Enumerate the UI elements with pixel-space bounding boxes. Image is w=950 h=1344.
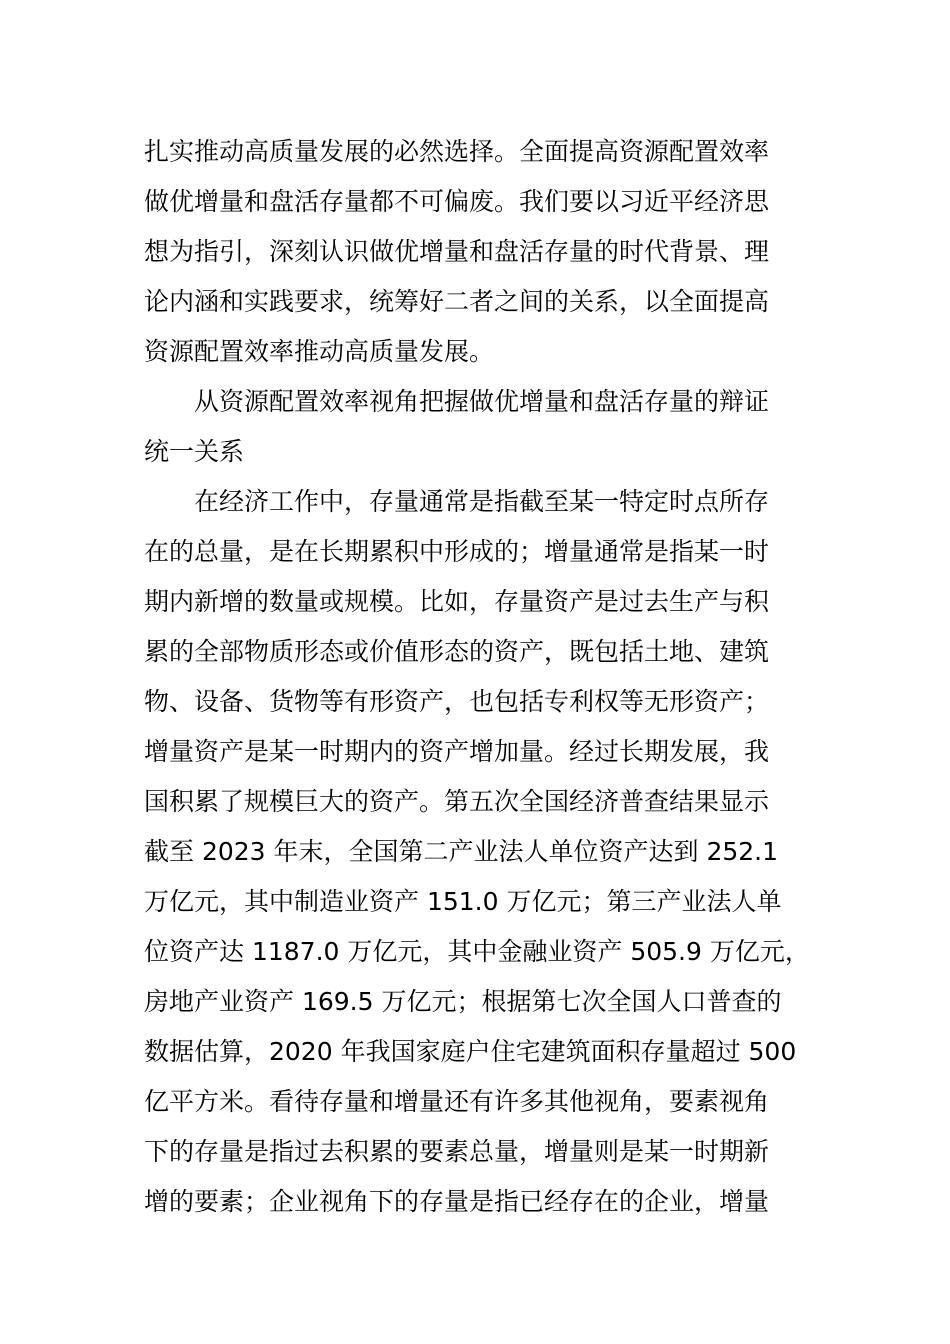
text-line-10: 期内新增的数量或规模。比如，存量资产是过去生产与积 — [144, 587, 770, 616]
text-line-14: 国积累了规模巨大的资产。第五次全国经济普查结果显示 — [144, 787, 770, 816]
text-line-13: 增量资产是某一时期内的资产增加量。经过长期发展，我 — [144, 737, 770, 766]
text-line-12: 物、设备、货物等有形资产，也包括专利权等无形资产； — [144, 687, 770, 716]
text-line-17: 位资产达 1187.0 万亿元，其中金融业资产 505.9 万亿元， — [144, 937, 810, 966]
text-line-9: 在的总量，是在长期累积中形成的；增量通常是指某一时 — [144, 537, 770, 566]
text-line-2: 做优增量和盘活存量都不可偏废。我们要以习近平经济思 — [144, 187, 770, 216]
text-line-15: 截至 2023 年末，全国第二产业法人单位资产达到 252.1 — [144, 837, 779, 866]
text-line-16: 万亿元，其中制造业资产 151.0 万亿元；第三产业法人单 — [144, 887, 782, 916]
text-line-20: 亿平方米。看待存量和增量还有许多其他视角，要素视角 — [144, 1087, 770, 1116]
section-heading-line-2: 统一关系 — [144, 437, 245, 466]
text-line-5: 资源配置效率推动高质量发展。 — [144, 337, 495, 366]
text-line-8: 在经济工作中，存量通常是指截至某一特定时点所存 — [194, 487, 770, 516]
text-line-4: 论内涵和实践要求，统筹好二者之间的关系，以全面提高 — [144, 287, 770, 316]
section-heading-line-1: 从资源配置效率视角把握做优增量和盘活存量的辩证 — [194, 387, 770, 416]
text-line-19: 数据估算，2020 年我国家庭户住宅建筑面积存量超过 500 — [144, 1037, 797, 1066]
text-line-11: 累的全部物质形态或价值形态的资产，既包括土地、建筑 — [144, 637, 770, 666]
text-line-18: 房地产业资产 169.5 万亿元；根据第七次全国人口普查的 — [144, 987, 782, 1016]
text-line-21: 下的存量是指过去积累的要素总量，增量则是某一时期新 — [144, 1137, 770, 1166]
text-line-1: 扎实推动高质量发展的必然选择。全面提高资源配置效率 — [144, 137, 770, 166]
text-line-22: 增的要素；企业视角下的存量是指已经存在的企业，增量 — [144, 1187, 770, 1216]
text-line-3: 想为指引，深刻认识做优增量和盘活存量的时代背景、理 — [144, 237, 770, 266]
